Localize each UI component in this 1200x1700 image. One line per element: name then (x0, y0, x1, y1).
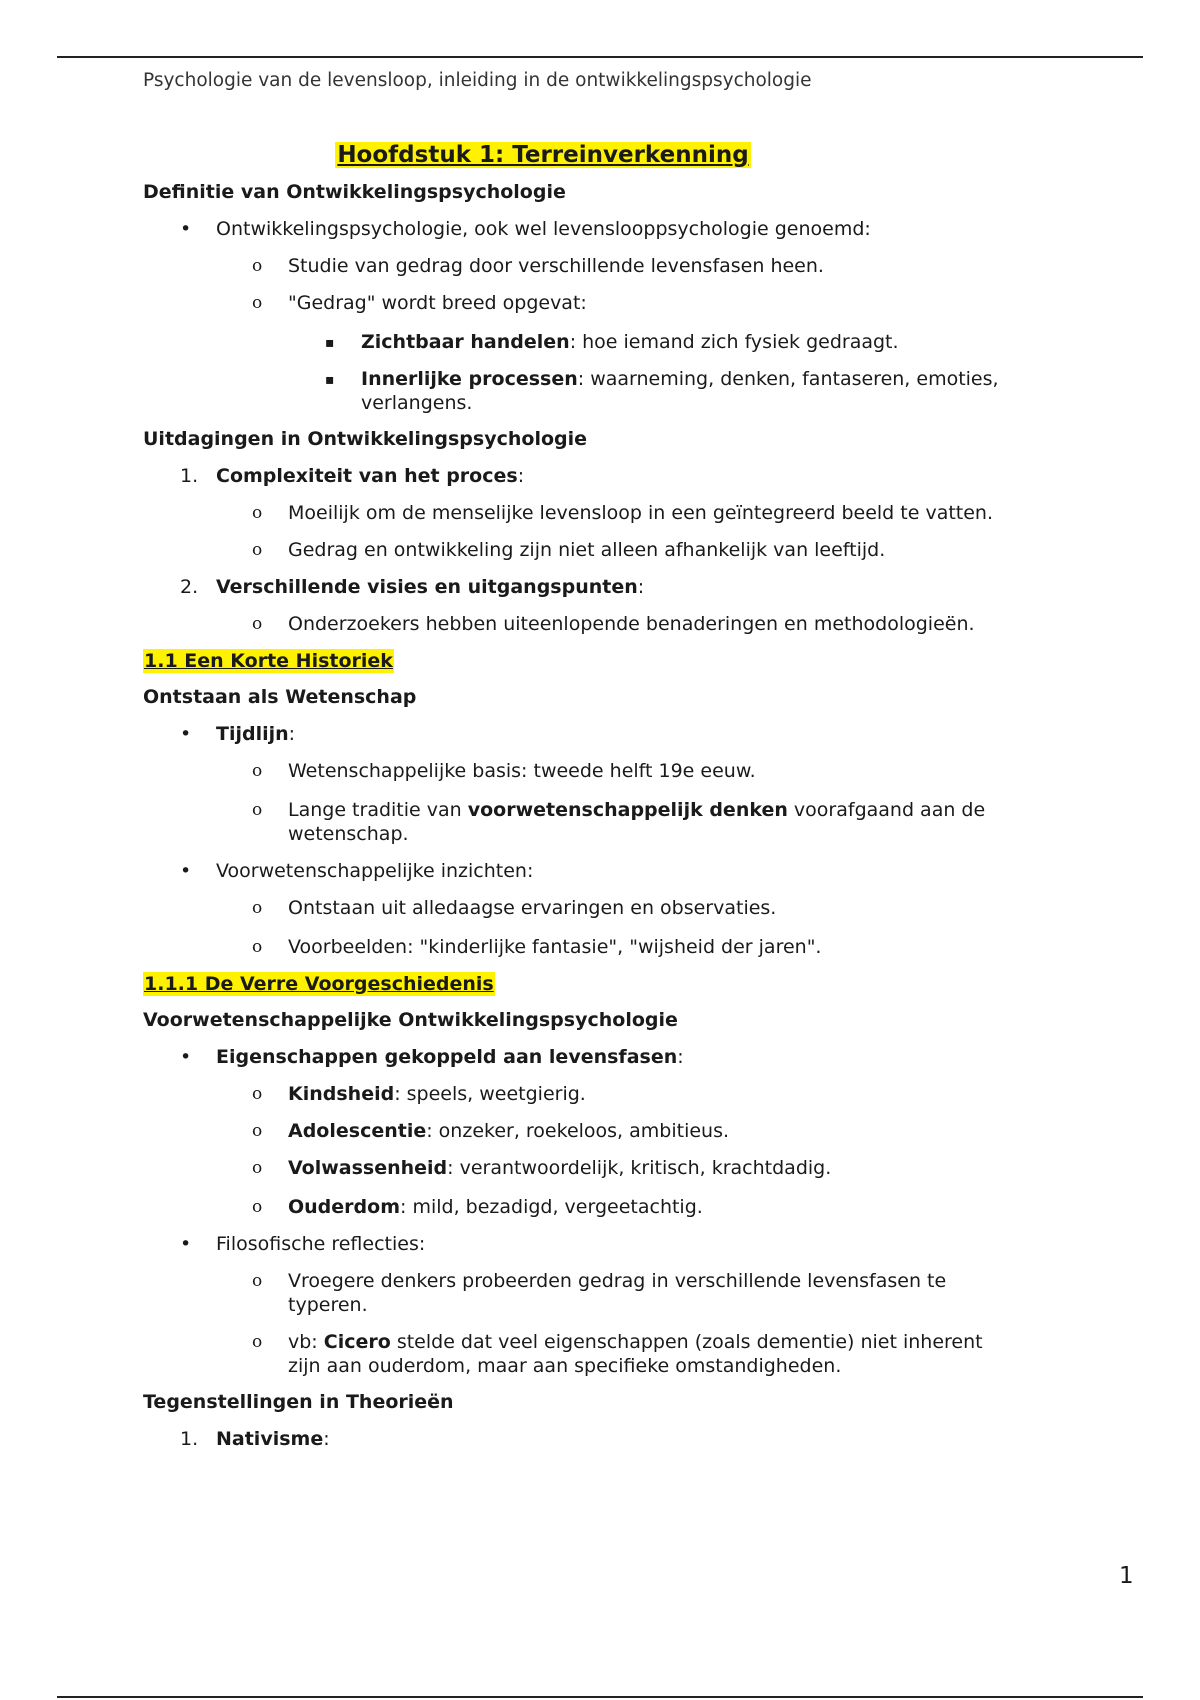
subsection-highlight: 1.1 Een Korte Historiek (144, 650, 393, 672)
section-heading: Definitie van Ontwikkelingspsychologie (143, 181, 566, 203)
list-item: o Vroegere denkers probeerden gedrag in verschillende levensfasen te typeren. (252, 1270, 947, 1316)
circle-marker: o (252, 1121, 263, 1141)
running-header: Psychologie van de levensloop, inleiding in de ontwikkelingspsychologie (143, 70, 812, 91)
square-marker: ▪ (325, 335, 335, 351)
circle-marker: o (252, 540, 263, 560)
chapter-title: Hoofdstuk 1: Terreinverkenning (337, 142, 749, 168)
list-item: o Studie van gedrag door verschillende levensfasen heen. (252, 255, 824, 277)
number-marker: 2. (180, 576, 199, 598)
number-marker: 1. (180, 465, 199, 487)
list-item: ▪ Innerlijke processen: waarneming, denken, fantaseren, emoties, verlangens. (325, 368, 999, 414)
circle-marker: o (252, 614, 263, 634)
bullet-marker: • (180, 1046, 192, 1068)
subsection-highlight: 1.1.1 De Verre Voorgeschiedenis (144, 973, 494, 995)
bullet-marker: • (180, 218, 192, 240)
circle-marker: o (252, 1332, 263, 1352)
circle-marker: o (252, 256, 263, 276)
list-item: o Wetenschappelijke basis: tweede helft 19e eeuw. (252, 760, 756, 782)
circle-marker: o (252, 503, 263, 523)
list-item: o Voorbeelden: "kinderlijke fantasie", "wijsheid der jaren". (252, 936, 822, 958)
header-rule (57, 56, 1143, 58)
list-item: 1. Nativisme: (180, 1428, 330, 1450)
section-heading: Voorwetenschappelijke Ontwikkelingspsychologie (143, 1009, 678, 1031)
circle-marker: o (252, 1197, 263, 1217)
square-marker: ▪ (325, 372, 335, 388)
list-item: 1. Complexiteit van het proces: (180, 465, 525, 487)
circle-marker: o (252, 898, 263, 918)
list-item: • Eigenschappen gekoppeld aan levensfasen: (180, 1046, 684, 1068)
section-heading: Uitdagingen in Ontwikkelingspsychologie (143, 428, 588, 450)
document-body (143, 140, 1063, 1451)
list-item: • Voorwetenschappelijke inzichten: (180, 860, 534, 882)
page-number: 1 (1119, 1563, 1134, 1589)
list-item: o Volwassenheid: verantwoordelijk, kritisch, krachtdadig. (252, 1157, 832, 1179)
footer-rule (57, 1696, 1143, 1698)
list-item: o Ontstaan uit alledaagse ervaringen en observaties. (252, 897, 777, 919)
list-item: o Moeilijk om de menselijke levensloop in een geïntegreerd beeld te vatten. (252, 502, 994, 524)
number-marker: 1. (180, 1428, 199, 1450)
bullet-marker: • (180, 723, 192, 745)
list-item: o vb: Cicero stelde dat veel eigenschappen (zoals dementie) niet inherent zijn aan ouderdom, maar aan specifieke omstandigheden. (252, 1331, 983, 1377)
section-heading: Ontstaan als Wetenschap (143, 686, 417, 708)
list-item: o Gedrag en ontwikkeling zijn niet alleen afhankelijk van leeftijd. (252, 539, 886, 561)
circle-marker: o (252, 1158, 263, 1178)
list-item: o Lange traditie van voorwetenschappelijk denken voorafgaand aan de wetenschap. (252, 799, 986, 845)
list-item: o Kindsheid: speels, weetgierig. (252, 1083, 586, 1105)
bullet-marker: • (180, 1233, 192, 1255)
list-item: o Adolescentie: onzeker, roekeloos, ambitieus. (252, 1120, 730, 1142)
list-item: o Onderzoekers hebben uiteenlopende benaderingen en methodologieën. (252, 613, 975, 635)
chapter-title-wrap (23, 140, 1063, 170)
list-item: • Tijdlijn: (180, 723, 296, 745)
list-item: o Ouderdom: mild, bezadigd, vergeetachtig. (252, 1196, 703, 1218)
list-item: o "Gedrag" wordt breed opgevat: (252, 292, 587, 314)
circle-marker: o (252, 761, 263, 781)
list-item: • Filosofische reflecties: (180, 1233, 426, 1255)
bullet-marker: • (180, 860, 192, 882)
list-item: 2. Verschillende visies en uitgangspunten: (180, 576, 645, 598)
circle-marker: o (252, 937, 263, 957)
list-item: • Ontwikkelingspsychologie, ook wel levenslooppsychologie genoemd: (180, 218, 871, 240)
circle-marker: o (252, 293, 263, 313)
list-item: ▪ Zichtbaar handelen: hoe iemand zich fysiek gedraagt. (325, 331, 899, 353)
circle-marker: o (252, 800, 263, 820)
circle-marker: o (252, 1084, 263, 1104)
circle-marker: o (252, 1271, 263, 1291)
section-heading: Tegenstellingen in Theorieën (143, 1391, 454, 1413)
